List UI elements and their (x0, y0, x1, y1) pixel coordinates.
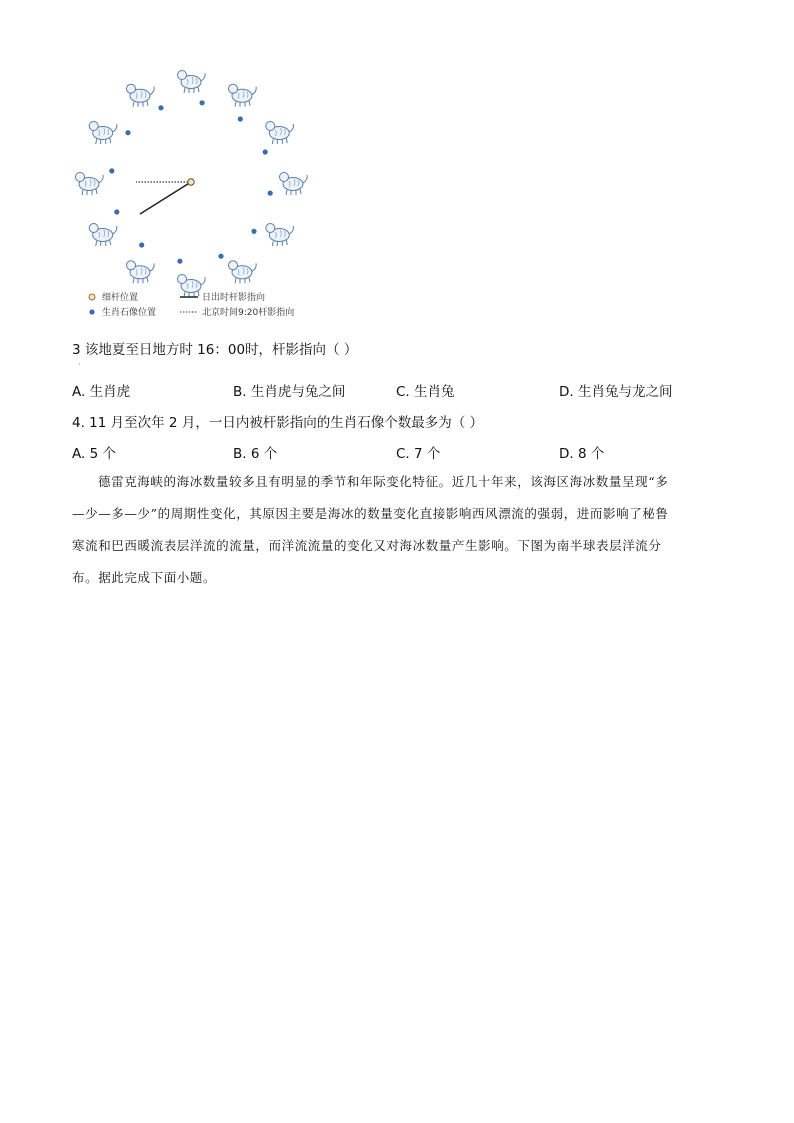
passage-line-4: 布。据此完成下面小题。 (72, 570, 217, 585)
question-3-stem: 3 该地夏至日地方时 16：00时，杆影指向（ ） (72, 342, 358, 358)
question-3-option-d: D. 生肖兔与龙之间 (559, 384, 673, 400)
zodiac-stone-dot-rat (200, 100, 205, 105)
rat-icon (178, 71, 206, 94)
zodiac-stone-dot-horse (177, 259, 182, 264)
zodiac-stone-dot-snake (218, 254, 223, 259)
sheep-icon (127, 261, 155, 284)
tiger-icon (266, 122, 294, 145)
legend-stone-label: 生肖石像位置 (102, 308, 157, 318)
question-3-option-b: B. 生肖虎与兔之间 (233, 384, 346, 400)
question-4-option-b: B. 6 个 (233, 446, 278, 462)
legend-beijing-label: 北京时间9:20杆影指向 (202, 308, 295, 318)
zodiac-stone-dot-rabbit (268, 191, 273, 196)
zodiac-stone-dot-dog (125, 130, 130, 135)
legend-sunrise-label: 日出时杆影指向 (202, 293, 266, 303)
passage-line-1: 德雷克海峡的海冰数量较多且有明显的季节和年际变化特征。近几十年来，该海区海冰数量呈现“多 (98, 474, 669, 489)
zodiac-stone-dot-dragon (251, 229, 256, 234)
snake-icon (229, 261, 257, 284)
question-4-stem: 4. 11 月至次年 2 月，一日内被杆影指向的生肖石像个数最多为（ ） (72, 415, 484, 431)
zodiac-stone-dot-monkey (114, 209, 119, 214)
question-4-option-c: C. 7 个 (396, 446, 441, 462)
sunrise-shadow-line (140, 182, 191, 214)
rabbit-icon (280, 173, 308, 196)
reading-passage (72, 466, 722, 594)
question-3-option-c: C. 生肖兔 (396, 384, 455, 400)
zodiac-stone-dot-pig (158, 105, 163, 110)
legend-stone-icon (89, 309, 94, 314)
pig-icon (127, 84, 155, 107)
dragon-icon (266, 224, 294, 247)
zodiac-sundial-figure (70, 60, 330, 330)
legend-pole-icon (89, 294, 95, 300)
pole-position-marker (188, 179, 194, 185)
passage-line-3: 寒流和巴西暖流表层洋流的流量，而洋流流量的变化又对海冰数量产生影响。下图为南半球表层洋流分 (72, 538, 662, 553)
stray-dot: · (78, 360, 81, 369)
zodiac-stone-dot-tiger (263, 149, 268, 154)
ox-icon (229, 84, 257, 107)
question-4-option-d: D. 8 个 (559, 446, 605, 462)
zodiac-stone-dot-sheep (139, 242, 144, 247)
question-4-option-a: A. 5 个 (72, 446, 116, 462)
question-3-option-a: A. 生肖虎 (72, 384, 131, 400)
passage-line-2: —少—多—少”的周期性变化，其原因主要是海冰的数量变化直接影响西风漂流的强弱，进而影响了秘鲁 (72, 506, 669, 521)
rooster-icon (76, 173, 104, 196)
legend-pole-label: 细杆位置 (102, 293, 139, 303)
zodiac-stone-dot-ox (238, 116, 243, 121)
dog-icon (89, 122, 117, 145)
monkey-icon (89, 224, 117, 247)
zodiac-stone-dot-rooster (109, 168, 114, 173)
